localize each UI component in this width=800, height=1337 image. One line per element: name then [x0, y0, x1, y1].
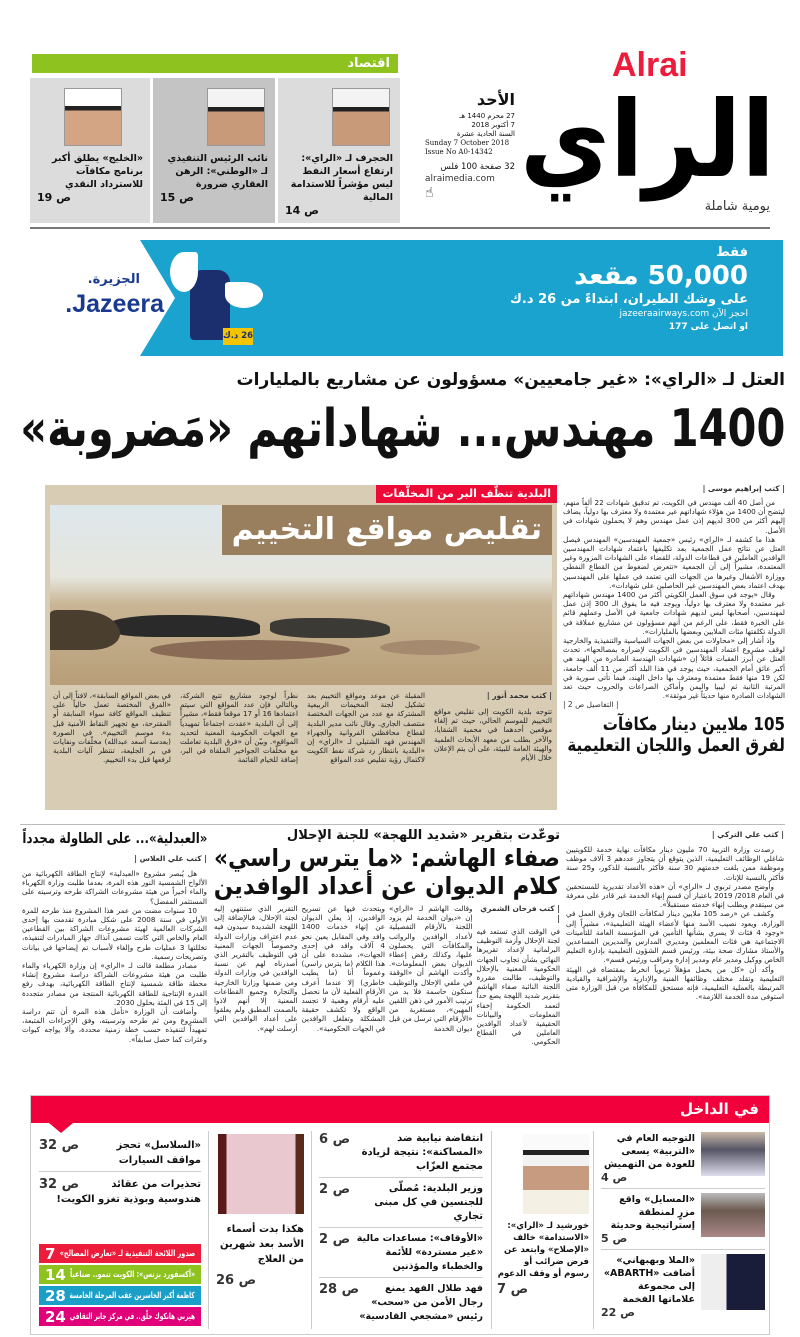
inside-item[interactable]	[601, 1132, 765, 1189]
portrait-photo	[523, 1134, 589, 1214]
bar-text: «أكسفورد بزنس»: الكويت تنمو.. صناعياً	[69, 1269, 195, 1280]
item-title: «الأوقاف»: مساعدات مالية «غير مستردة» للأئمة والخطباء والمؤذنين	[356, 1233, 483, 1272]
bar-text: صدور اللائحة التنفيذية لـ «تعارض المصالح»	[59, 1248, 195, 1259]
safaa-story	[214, 828, 560, 1047]
logo-alrai-ar: الراي	[519, 79, 775, 201]
divider	[593, 1131, 594, 1329]
pointer-hand-icon: ☝	[425, 185, 434, 201]
inside-item[interactable]	[319, 1278, 483, 1324]
inside-item[interactable]	[39, 1138, 201, 1172]
bar-page: 28	[45, 1286, 66, 1305]
jazeera-ad[interactable]	[20, 240, 783, 356]
promo-bar[interactable]	[39, 1286, 201, 1305]
byline: | كتب فرحان الشمري |	[480, 904, 560, 923]
page-ref: ص 7	[497, 1282, 529, 1297]
page-ref: ص 6	[319, 1132, 351, 1147]
divider	[208, 1131, 209, 1329]
paragraph: وكشف عن «رصد 105 ملايين دينار لمكافآت اللجان وفرق العمل في الوزارة، ويعود نصيب الأسد منها لأعضاء الهيئة التعليمية»، مشيراً إلى «وجود 4 فئات لا يسري بشأنها التأمين في المؤسسة العامة للتأمينات الاجتماعية هي فئات المعلمين ومديري المدارس والمديرين المساعدين والأستاذ مشارك صحة بيئة، ورئيس قسم الشؤون التعليمية بإدارة التعليم الخاص ووكيل ومدير عام ومدير إدارة ومراقب ورئيس قسم».	[566, 909, 784, 965]
day-name: الأحد	[476, 90, 515, 109]
page-ref: ص 15	[160, 191, 194, 204]
thumbnail-photo	[701, 1132, 765, 1176]
item-title: التوجيه العام في «التربية» يسعى للعودة من التهميش	[604, 1133, 695, 1170]
jazeera-logo-ar: الجزيرة.	[87, 272, 140, 287]
website-link[interactable]: alraimedia.com	[425, 174, 495, 184]
safaa-kicker: توعّدت بتقرير «شديد اللهجة» للجنة الإحلال	[286, 828, 560, 843]
bar-page: 24	[45, 1307, 66, 1326]
safaa-headline[interactable]: صفاء الهاشم: «ما يترس راسي»	[214, 844, 560, 872]
jazeera-logo-en: Jazeera.	[65, 290, 164, 318]
inside-col5	[39, 1138, 201, 1207]
bar-text: هيربي هانكوك حلّق.. في مركز جابر الثقافي	[69, 1311, 195, 1322]
bar-page: 14	[45, 1265, 66, 1284]
camps-columns	[50, 691, 552, 765]
ad-seats: 50,000 مقعد	[574, 261, 748, 291]
byline: | كتب علي التركي |	[711, 830, 784, 839]
card-title: نائب الرئيس التنفيذي لـ «الوطني»: الرهن العقاري ضرورة	[167, 153, 268, 190]
safaa-headline-2[interactable]: كلام الديوان عن أعداد الوافدين	[214, 872, 560, 900]
inside-section	[30, 1095, 770, 1335]
inside-item[interactable]	[601, 1189, 765, 1250]
economy-card[interactable]	[278, 78, 400, 223]
abdali-body	[22, 869, 207, 1044]
thumbnail-photo	[701, 1254, 765, 1310]
camps-headline[interactable]: تقليص مواقع التخييم	[222, 505, 552, 555]
wing-icon	[170, 252, 198, 292]
lead-body	[563, 498, 785, 700]
ad-phone: او اتصل على 177	[668, 322, 748, 332]
bonus-story	[566, 830, 784, 1001]
price-tag: 26 د.ك	[223, 328, 253, 345]
camps-kicker: البلدية تنظّف البر من المخلّفات	[376, 485, 557, 503]
bonus-body	[566, 845, 784, 1001]
page-ref: ص 32	[39, 1177, 80, 1192]
paragraph: رصدت وزارة التربية 70 مليون دينار مكافآت نهاية خدمة للكويتيين شاغلي الوظائف التعليمية، الذين يتوقع أن يتجاوز عددهم 3 آلاف موظف وموظفة ممن بلغت خدمتهم 30 سنة فأكثر بالنسبة للذكور، و25 سنة فأكثر بالنسبة للإناث.	[566, 845, 784, 882]
logo-alrai-en: Alrai	[612, 46, 688, 84]
inside-header: في الداخل	[31, 1096, 769, 1123]
promo-bar[interactable]	[39, 1265, 201, 1284]
economy-header: اقتصاد	[32, 54, 398, 73]
date-block	[425, 90, 515, 201]
paragraph: مصادر مطلعة قالت لـ «الراي» إن وزارة الكهرباء والماء طلبت من هيئة مشروعات الشراكة دراسة مشروع إنشاء محطة طاقة شمسية لإنتاج الطاقة الكهربائية، بهدف رفع القدرة الإنتاجية للطاقة الكهربائية المنتجة من مصادر متجددة إلى 15 في المئة بحلول 2030.	[22, 961, 207, 1007]
inside-item[interactable]	[319, 1178, 483, 1228]
hijri-date: 27 محرم 1440 هـ	[459, 112, 515, 120]
inside-item[interactable]	[39, 1172, 201, 1207]
abdali-story	[22, 830, 207, 1044]
item-title: فهد طلال الفهد يمنع رجال الأمن من «سحب» رئيس «مشجعي القادسية»	[359, 1283, 483, 1322]
promo-bar[interactable]	[39, 1244, 201, 1263]
greg-date-en: Sunday 7 October 2018	[425, 139, 510, 147]
inside-item[interactable]	[319, 1228, 483, 1278]
card-title: «الخليج» يطلق أكبر برنامج مكافآت للاسترداد النقدي	[52, 153, 143, 190]
bar-text: كاظمة أكبر الخاسرين عقب المرحلة الخامسة	[69, 1290, 195, 1301]
item-title: «الملا وبهبهاني» أضافت «ABARTH» إلى مجموعة علاماتها الفخمة	[603, 1255, 695, 1305]
divider	[20, 824, 785, 825]
inside-col1	[601, 1132, 765, 1319]
pages-price: 32 صفحة 100 فلس	[440, 162, 515, 172]
color-bars	[39, 1244, 201, 1326]
bar-page: 7	[45, 1244, 56, 1263]
greg-date-ar: 7 أكتوبر 2018	[471, 121, 515, 129]
portrait-photo	[64, 88, 122, 146]
bonus-headline[interactable]: 105 ملايين دينار مكافآت لفرق العمل واللجان التعليمية	[567, 714, 785, 757]
inside-item-asma[interactable]	[216, 1134, 304, 1288]
page-ref: ص 4	[601, 1171, 628, 1184]
byline: | كتب علي العلاس |	[134, 854, 207, 863]
ad-only: فقط	[716, 245, 748, 260]
item-title: وزير البلدية: مُصلّى للجنسين في كل مبنى تجاري	[374, 1183, 483, 1222]
paragraph: وأوضح مصدر تربوي لـ «الراي» أن «هذه الأعداد تقديرية للمستحقين في العام 2018/ 2019 باعتبار أن قسم إنهاء الخدمة غير قادر على معرفة من سيتقدم ويطلب إنهاء خدمته مستقبلاً».	[566, 881, 784, 910]
issue-number: Issue No A0-14342	[425, 148, 493, 156]
portrait-photo	[207, 88, 265, 146]
page-ref: ص 22	[601, 1306, 635, 1319]
inside-col3	[319, 1132, 483, 1324]
page-ref: ص 19	[37, 191, 71, 204]
page-ref: ص 32	[39, 1138, 80, 1153]
page-ref: ص 2	[319, 1232, 351, 1247]
portrait-photo	[332, 88, 390, 146]
paragraph: وقال «يوجد في سوق العمل الكويتي أكثر من 1400 مهندس شهاداتهم غير معتمدة ولا معترف بها دولياً، ويوجد فيه ما يفوق الـ 300 إذن عمل لمهندسين، أصحابها ليس لديهم شهادات جامعية في الأصل وعملهم قائم على الخبرة فقط، على الرغم من أنهم مسؤولون عن مشاريع عملاقة في الدولة تكلفتها مئات الملايين وبعضها بالمليارات».	[563, 590, 785, 636]
inside-item-khurshid[interactable]	[497, 1134, 589, 1297]
pointer-triangle-icon	[49, 1123, 73, 1133]
byline: | كتب إبراهيم موسى |	[702, 484, 785, 493]
page-ref: ص 14	[285, 204, 319, 217]
column-text: تتوجه بلدية الكويت إلى تقليص مواقع التخييم للموسم الحالي، حيث تم إلغاء موقعين أحدهما في محمية الشقايا، والآخر بطلب من معهد الأبحاث العلمية والهيئة العامة للبيئة، على أن يتم الإعلان خلال الأيام	[434, 707, 552, 763]
card-title: الحجرف لـ «الراي»: ارتفاع أسعار النفط ليس مؤشراً للاستدامة المالية	[290, 153, 393, 203]
item-title: خورشيد لـ «الراي»: «الاستدامة» خالف «الإصلاح» وابتعد عن فرض ضرائب أو رسوم أو وقف الدعوم	[497, 1221, 589, 1279]
promo-bar[interactable]	[39, 1307, 201, 1326]
item-title: «المسايل» واقع مزرٍ لمنطقة إستراتيجية وحديثة	[610, 1194, 695, 1231]
tagline: يومية شاملة	[704, 199, 770, 214]
camps-story	[45, 485, 557, 810]
abdali-headline[interactable]: «العبدلية»... على الطاولة مجدداً	[22, 831, 207, 847]
economy-card[interactable]	[30, 78, 150, 223]
ad-website[interactable]: احجز الآن jazeeraairways.com	[619, 309, 748, 319]
divider	[491, 1131, 492, 1329]
lead-kicker: العتل لـ «الراي»: «غير جامعيين» مسؤولون عن مشاريع بالمليارات	[236, 370, 785, 390]
paragraph: من أصل 40 ألف مهندس في الكويت، تم تدقيق شهادات 22 ألفاً منهم، ليتضح أن 1400 من هؤلاء شهاداتهم غير معتمدة ولا معترف بها دولياً، يضاف إليهم أكثر من 300 لديهم إذن عمل مهندس وهم لا يحملون شهادات في الأصل.	[563, 498, 785, 535]
inside-item[interactable]	[601, 1250, 765, 1319]
divider	[311, 1131, 312, 1329]
wing-icon	[225, 282, 263, 308]
year-ar: السنة الحادية عشرة	[456, 130, 515, 138]
ad-offer: على وشك الطيران، ابتداءً من 26 د.ك	[510, 292, 748, 307]
item-title: تحذيرات من عقائد هندوسية وبوذية تغزو الكويت!	[56, 1179, 201, 1205]
column-text: في الوقت الذي تستعد فيه لجنة الإحلال وأزمة التوظيف البرلمانية لإعداد تقريرها النهائي بشأن تجاوب الجهات الحكومية المعنية بالإحلال والتوظيف، طالبت مقررة اللجنة النائبة صفاء الهاشم بتقرير شديد اللهجة يضع حداً لتعمد الحكومة إخفاء المعلومات والبيانات الحقيقية لأعداد الوافدين العاملين في القطاع الحكومي.	[476, 927, 560, 1047]
column-text: في بعض المواقع السابقة»، لافتاً إلى أن «الفرق المختصة تعمل حالياً على تنظيف المواقع كافة سواء السابقة أو المقترحة، مع تجهيز النقاط الأمنية قبل بدء موسم التخييم». في الصورة (بعدسة أسعد عبدالله) مخلّفات ونفايات في بر الجليعة، تنتظر آليات البلدية لرفعها قبل بدء التخييم.	[53, 691, 171, 765]
divider	[30, 227, 770, 229]
column-text: التقرير الذي ستنتهي إليه لجنة الإحلال، فبالإضافة إلى اللهجة الشديدة سيدون فيه عدم اعتراف وزارات الدولة وخصوصاً الجهات المعنية في التوظيف بالتقرير الذي أصدرناه لهم عن نسبة الوافدين في وزارات الدولة ومن ضمنها وزارتا الخارجية والتجارة وجميع القطاعات المعنية إلا أنهم لاذوا بالصمت المطبق ولم يعلقوا على أعداد الوافدين التي أرسلت لهم».	[214, 904, 298, 1033]
lead-story	[563, 484, 785, 756]
economy-cards	[30, 78, 400, 223]
column-text: المقبلة عن موعد ومواقع التخييم بعد تشكيل لجنة المخيمات الربيعية المشتركة مع عدد من الجهات المختصة منتصف الجاري. وقال نائب مدير البلدية لقطاع محافظتي الفروانية والجهراء المهندس فهد الشتيلي لـ «الراي» إن «البلدية بانتظار رد شركة نفط الكويت لاكتمال رؤية تقليص عدد المواقع	[307, 691, 425, 765]
portrait-photo	[218, 1134, 304, 1214]
paragraph: هل يُبصر مشروع «العبدلية» لإنتاج الطاقة الكهربائية من الألواح الشمسية النور هذه المرة، بعدما طلبت وزارة الكهرباء والماء أخيراً من هيئة مشروعات الشراكة طرحه وترسيته على المستثمر المفضل؟	[22, 869, 207, 906]
paragraph: هذا ما كشفه لـ «الراي» رئيس «جمعية المهندسين» المهندس فيصل العتل عن نتائج عمل الجمعية بعد تكليفها باعتماد شهادات المهندسين الوافدين العاملين في قطاعات الدولة، للقضاء على الشهادات المزورة وغير المعتمدة، مشيراً إلى أن الجمعية «تتعرض لضغوط من القطاع النفطي ووزارة الأشغال وغيرها من الجهات التي تعتمد في عملها على المهندسين بهدف اعتماد بعض المهندسين غير الحاصلين على شهادات».	[563, 534, 785, 590]
lead-headline[interactable]: 1400 مهندس... شهاداتهم «مَضروبة»	[19, 399, 785, 459]
page-ref: ص 5	[601, 1232, 628, 1245]
page-ref: ص 28	[319, 1282, 360, 1297]
item-title: هكذا بدت أسماء الأسد بعد شهرين من العلاج	[219, 1224, 304, 1265]
page-ref: ص 2	[319, 1182, 351, 1197]
byline: | كتب محمد أنور |	[486, 691, 552, 700]
ad-copy	[428, 245, 748, 334]
column-text: ويتحدث فيها عن تسريح الوافدين، إذ يعلن الديوان عن إنهاء خدمات 1400 وافد وفي المقابل يعين نحو 4 آلاف وافد في إحدى الجهات»، مشددة على أن هذا الكلام (ما يترس راسي) وعموماً أنا (ما يطيب خاطري) إلا عندما أعرف الأرقام الفعلية لأن ما نحصل عليه أرقام وهمية لا تجسد الواقع ولا تكشف حقيقة المشكلة وتغلغل الوافدين في الجهات الحكومية».	[301, 904, 385, 1033]
column-text: نظراً لوجود مشاريع تتبع الشركة، وبالتالي فإن عدد المواقع التي سيتم اعتمادها 16 أو 17 موقعاً فقط»، مشيراً إلى أن البلدية «عقدت اجتماعاً تمهيدياً مع الجهات الحكومية المعنية لتحديد المواقع». وبيّن أن «فرق البلدية تعاملت مع مخلّفات الجواخير الملقاة في البر، إضافة للخيام القائمة	[180, 691, 299, 765]
item-title: انتفاضة نيابية ضد «المساكنة»: نتيجة لزيادة مجتمع العزّاب	[361, 1133, 483, 1172]
inside-item[interactable]	[319, 1132, 483, 1178]
paragraph: وأضافت أن الوزارة «تأمل هذه المرة أن تتم دراسة المشروع ومن ثم طرحه وترسيته، وفق الإجراءات المتبعة، تمهيداً لتنفيذه حسب خطة زمنية محددة، وألا يواجه كبوات وعثرات كما حصل سابقاً».	[22, 1007, 207, 1044]
paragraph: 10 سنوات مضت من عمر هذا المشروع منذ طرحه للمرة الأولى في سنة 2008 على شكل مبادرة تقدمت بها إحدى الشركات العالمية لهيئة مشروعات الشراكة بين القطاعين العام والخاص التي كانت تسمى آنذاك جهاز المبادرات لتنفيذه، تخللتها 3 عمليات طرح وإلغاء لأسباب تم إيضاحها في بيانات وتصريحات رسمية.	[22, 905, 208, 961]
paragraph: وأكد أن «كل من يحمل مؤهلاً تربوياً انخرط بمقتضاه في الهيئة التعليمية وتقلد مختلف وظائفها الفنية والإدارية والإشرافية والقيادية المرتبطة بالعملية التعليمية، فإنه مستحق للمكافأة من قبل الوزارة متى استوفى مدة الخدمة اللازمة».	[566, 964, 784, 1002]
continued-link[interactable]: | التفاصيل ص 2 |	[563, 700, 619, 710]
economy-card[interactable]	[153, 78, 275, 223]
paragraph: وإذ أشار إلى «محاولات من بعض الجهات السياسية والتنفيذية والخارجية لوقف مشروع اعتماد المهندسين في الكويت لإضراره بمصالحها»، تحدث العتل عن أبرز العقبات قائلاً إن «شهادات الهندسة الصادرة من الهند هي أكبر عائق أمام الجمعية، حيث يوجد في هذا البلد أكثر من 11 ألف جامعة، لكن 19 منها فقط معتمدة ومعترف بها داخل الهند، فيما تأتي سورية في المرتبة الثانية ثم ليبيا واليمن وأماكن الصراعات والحروب حيث تعد الشهادات الصادرة منها حديثاً غير موثقة».	[563, 636, 786, 701]
page-ref: ص 26	[216, 1273, 257, 1288]
column-text: وقالت الهاشم لـ «الراي» إن «ديوان الخدمة لم يزود اللجنة بالأرقام التفصيلية لأعداد الوافدين والرواتب والمكافآت التي يحصلون عليها، وكذلك رفض إعطاء الديوان بعض المعلومات». وأكدت الهاشم أن «الوقفة في ملفي الإحلال والتوظيف ستكون حاسمة فلا بد من ترتيب الأمور في ذهن اللقين المهين»، مستغربة من «الأرقام التي ترسل من قبل ديوان الخدمة	[389, 904, 473, 1033]
item-title: «السلاسل» تحجز مواقف السيارات	[116, 1140, 201, 1166]
thumbnail-photo	[701, 1193, 765, 1237]
